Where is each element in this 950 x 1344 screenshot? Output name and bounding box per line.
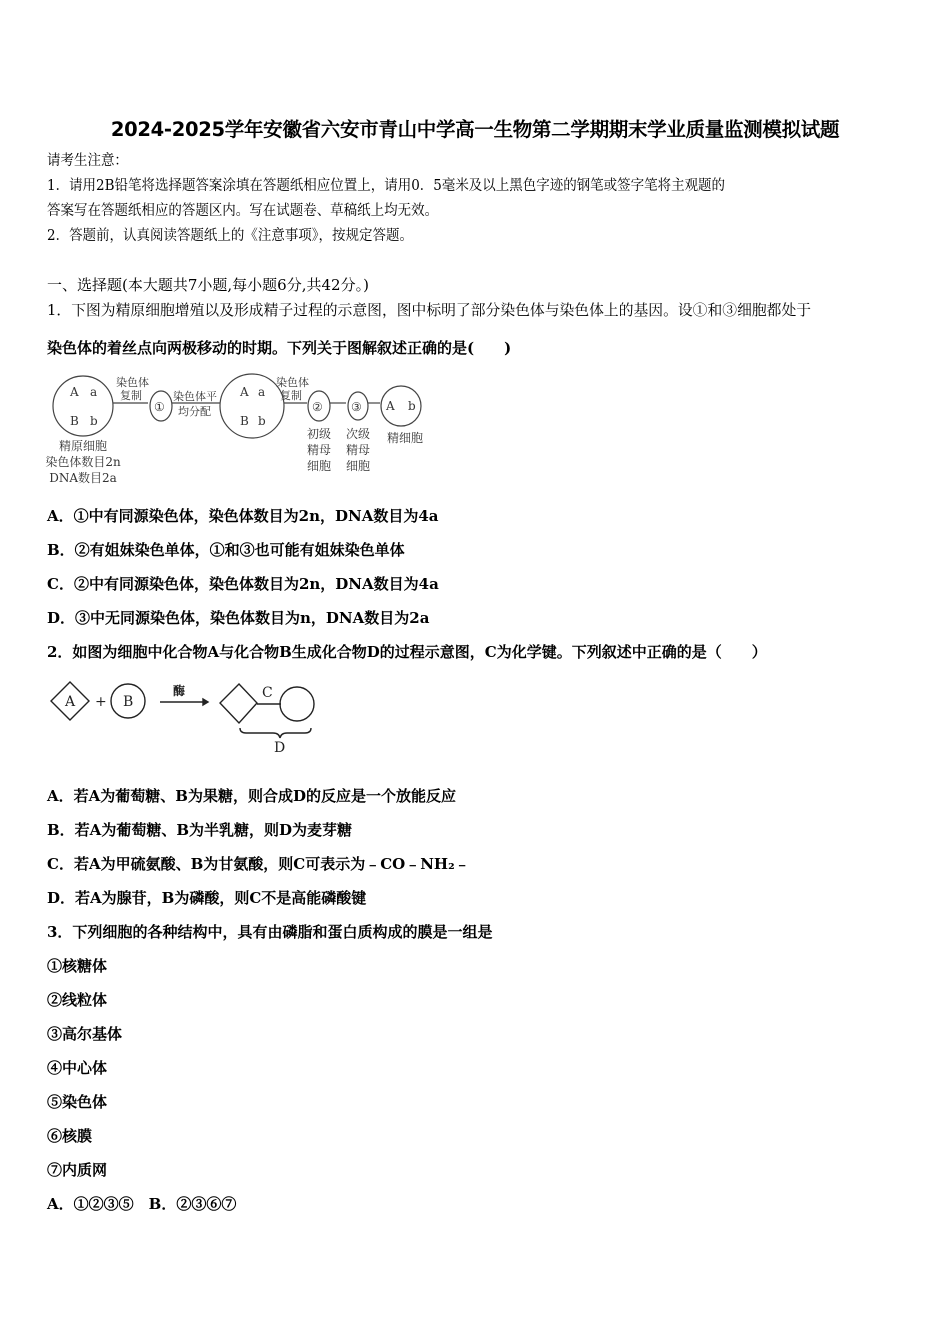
gene-label: A (386, 399, 395, 413)
q3-item: ①核糖体 (47, 957, 108, 975)
arrow-label: 复制 (120, 389, 142, 402)
compound-reaction-diagram (40, 670, 340, 760)
caption: 次级 (345, 427, 371, 441)
gene-label: B (70, 414, 79, 428)
gene-label: a (258, 385, 266, 399)
arrow-label: 染色体平 (173, 390, 217, 403)
caption: DNA数目2a (49, 471, 117, 485)
document-title: 2024-2025学年安徽省六安市青山中学高一生物第二学期期末学业质量监测模拟试题 (110, 118, 840, 141)
question-2-stem: 2．如图为细胞中化合物A与化合物B生成化合物D的过程示意图，C为化学键。下列叙述中正确的是（ ） (47, 643, 767, 661)
question-1-stem-cont: 染色体的着丝点向两极移动的时期。下列关于图解叙述正确的是( ) (47, 339, 512, 357)
gene-label: a (90, 385, 98, 399)
notice-line: 答案写在答题纸相应的答题区内。写在试题卷、草稿纸上均无效。 (47, 203, 439, 219)
cell-2-label: ② (312, 400, 323, 414)
plus-sign: + (95, 694, 107, 710)
gene-label: A (240, 385, 249, 399)
question-3-stem: 3．下列细胞的各种结构中，具有由磷脂和蛋白质构成的膜是一组是 (47, 923, 493, 941)
spermatogenesis-diagram (40, 370, 440, 490)
caption: 染色体数目2n (45, 455, 121, 469)
gene-label: b (90, 414, 98, 428)
arrow-label: 染色体 (116, 376, 149, 389)
q1-option-a: A．①中有同源染色体，染色体数目为2n，DNA数目为4a (47, 507, 439, 525)
cell-1-label: ① (154, 400, 165, 414)
caption: 细胞 (306, 459, 332, 473)
q3-item: ⑦内质网 (47, 1161, 108, 1179)
caption: 精母 (306, 443, 332, 457)
q3-item: ⑥核膜 (47, 1127, 93, 1145)
gene-label: b (408, 399, 416, 413)
q3-options: A．①②③⑤ B．②③⑥⑦ (47, 1195, 237, 1213)
q1-option-b: B．②有姐妹染色单体，①和③也可能有姐妹染色单体 (47, 541, 405, 559)
q1-option-c: C．②中有同源染色体，染色体数目为2n，DNA数目为4a (47, 575, 439, 593)
q3-item: ②线粒体 (47, 991, 108, 1009)
q3-item: ⑤染色体 (47, 1093, 108, 1111)
gene-label: A (70, 385, 79, 399)
q3-item: ④中心体 (47, 1059, 108, 1077)
bond-c-label: C (262, 685, 273, 701)
notice-line: 2．答题前，认真阅读答题纸上的《注意事项》，按规定答题。 (47, 228, 413, 244)
cell-3-label: ③ (351, 400, 362, 414)
q2-option-a: A．若A为葡萄糖、B为果糖，则合成D的反应是一个放能反应 (47, 787, 456, 805)
arrow-label: 复制 (280, 389, 302, 402)
caption: 初级 (306, 427, 332, 441)
notice-heading: 请考生注意： (47, 153, 128, 169)
section-heading: 一、选择题(本大题共7小题,每小题6分,共42分。) (47, 276, 369, 294)
q1-option-d: D．③中无同源染色体，染色体数目为n，DNA数目为2a (47, 609, 430, 627)
compound-a-label: A (65, 694, 76, 710)
enzyme-label: 酶 (173, 684, 186, 698)
q2-option-b: B．若A为葡萄糖、B为半乳糖，则D为麦芽糖 (47, 821, 353, 839)
caption: 精原细胞 (58, 439, 108, 453)
question-1-stem: 1．下图为精原细胞增殖以及形成精子过程的示意图，图中标明了部分染色体与染色体上的基因。设①和③细胞都处于 (47, 302, 812, 319)
q2-option-d: D．若A为腺苷，B为磷酸，则C不是高能磷酸键 (47, 889, 367, 907)
compound-d-label: D (274, 740, 286, 756)
compound-b-label: B (123, 694, 134, 710)
gene-label: B (240, 414, 249, 428)
caption: 精母 (345, 443, 371, 457)
q2-option-c: C．若A为甲硫氨酸、B为甘氨酸，则C可表示为﹣CO﹣NH₂﹣ (47, 855, 470, 873)
arrow-label: 均分配 (178, 405, 211, 418)
notice-line: 1．请用2B铅笔将选择题答案涂填在答题纸相应位置上，请用0．5毫米及以上黑色字迹的钢笔或签字笔将主观题的 (47, 178, 726, 194)
q3-item: ③高尔基体 (47, 1025, 123, 1043)
caption: 精细胞 (386, 431, 424, 445)
arrow-label: 染色体 (276, 376, 309, 389)
gene-label: b (258, 414, 266, 428)
caption: 细胞 (345, 459, 371, 473)
